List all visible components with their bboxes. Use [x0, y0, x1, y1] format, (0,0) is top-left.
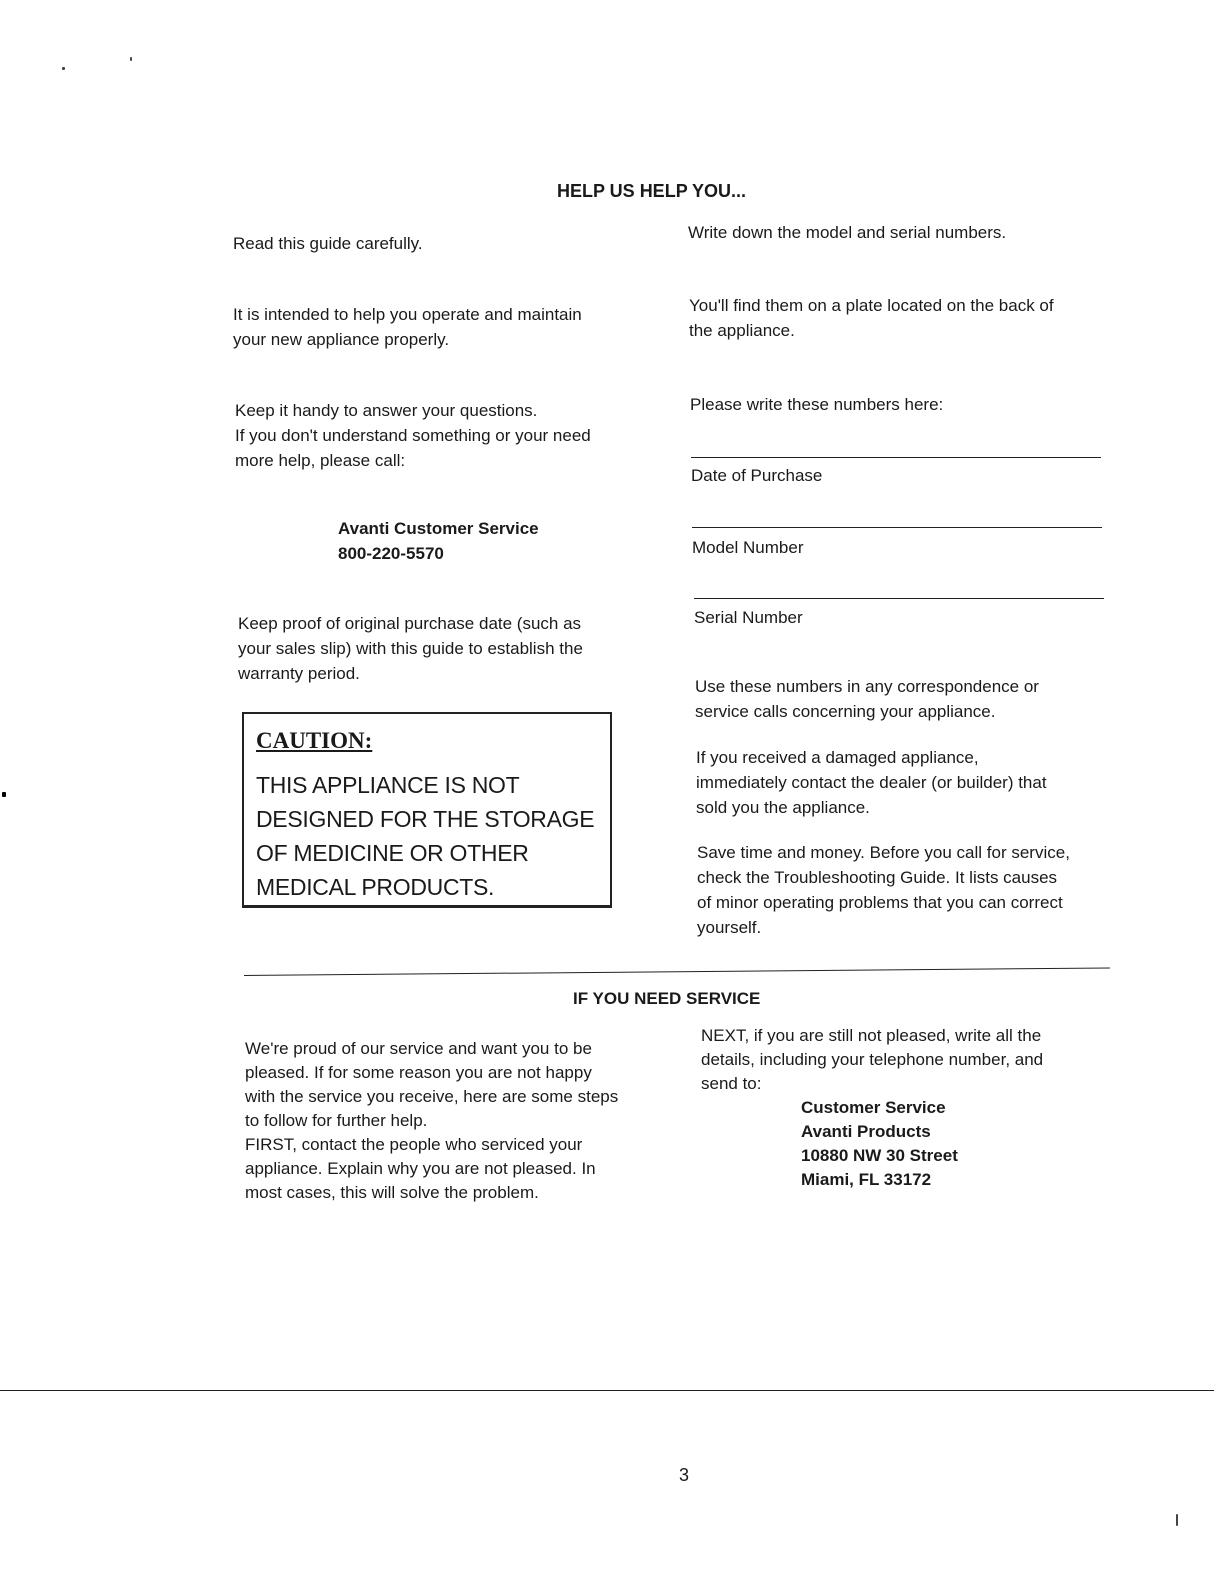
intended-paragraph: It is intended to help you operate and maintain your new appliance properly.	[233, 305, 582, 349]
scan-speck	[1176, 1514, 1178, 1526]
page-title: HELP US HELP YOU...	[557, 181, 747, 201]
caution-text: THIS APPLIANCE IS NOT DESIGNED FOR THE STORAGE OF MEDICINE OR OTHER MEDICAL PRODUCTS.	[256, 772, 595, 900]
model-number-line[interactable]	[692, 527, 1102, 528]
scan-speck	[62, 67, 65, 70]
mailing-address: Customer Service Avanti Products 10880 NW 30 Street Miami, FL 33172	[801, 1098, 958, 1189]
caution-box	[242, 712, 612, 908]
keep-handy-paragraph: Keep it handy to answer your questions. If you don't understand something or your need more help, please call:	[235, 401, 591, 470]
service-left-paragraph: We're proud of our service and want you to be pleased. If for some reason you are not happy with the service you receive, here are some steps to follow for further help. FIRST, contact the people who serviced your appliance. Explain why you are not pleased. In most cases, this will solve the problem.	[245, 1039, 619, 1202]
model-number-label: Model Number	[692, 538, 804, 557]
damaged-paragraph: If you received a damaged appliance, immediately contact the dealer (or builder) that sold you the appliance.	[696, 748, 1047, 817]
date-of-purchase-line[interactable]	[691, 457, 1101, 458]
contact-phone: 800-220-5570	[338, 544, 444, 563]
serial-number-label: Serial Number	[694, 608, 803, 627]
date-of-purchase-label: Date of Purchase	[691, 466, 823, 485]
footer-rule	[0, 1390, 1214, 1391]
contact-name: Avanti Customer Service	[338, 519, 539, 538]
proof-paragraph: Keep proof of original purchase date (such as your sales slip) with this guide to establish the warranty period.	[238, 614, 583, 683]
section-divider	[244, 967, 1110, 976]
serial-number-line[interactable]	[694, 598, 1104, 599]
find-them-paragraph: You'll find them on a plate located on the back of the appliance.	[689, 296, 1054, 340]
scan-speck	[130, 57, 132, 61]
please-write-text: Please write these numbers here:	[690, 395, 944, 414]
write-down-heading: Write down the model and serial numbers.	[688, 223, 1007, 242]
service-heading: IF YOU NEED SERVICE	[573, 989, 761, 1008]
save-time-paragraph: Save time and money. Before you call for service, check the Troubleshooting Guide. It lists causes of minor operating problems that you can correct yourself.	[697, 843, 1070, 937]
use-numbers-paragraph: Use these numbers in any correspondence or service calls concerning your appliance.	[695, 677, 1039, 721]
scan-speck	[2, 792, 6, 797]
read-guide-heading: Read this guide carefully.	[233, 234, 423, 253]
page-number: 3	[679, 1465, 690, 1485]
customer-service-contact	[338, 516, 539, 566]
caution-title: CAUTION:	[256, 728, 373, 753]
service-right-paragraph: NEXT, if you are still not pleased, write all the details, including your telephone number, and send to:	[701, 1026, 1044, 1093]
